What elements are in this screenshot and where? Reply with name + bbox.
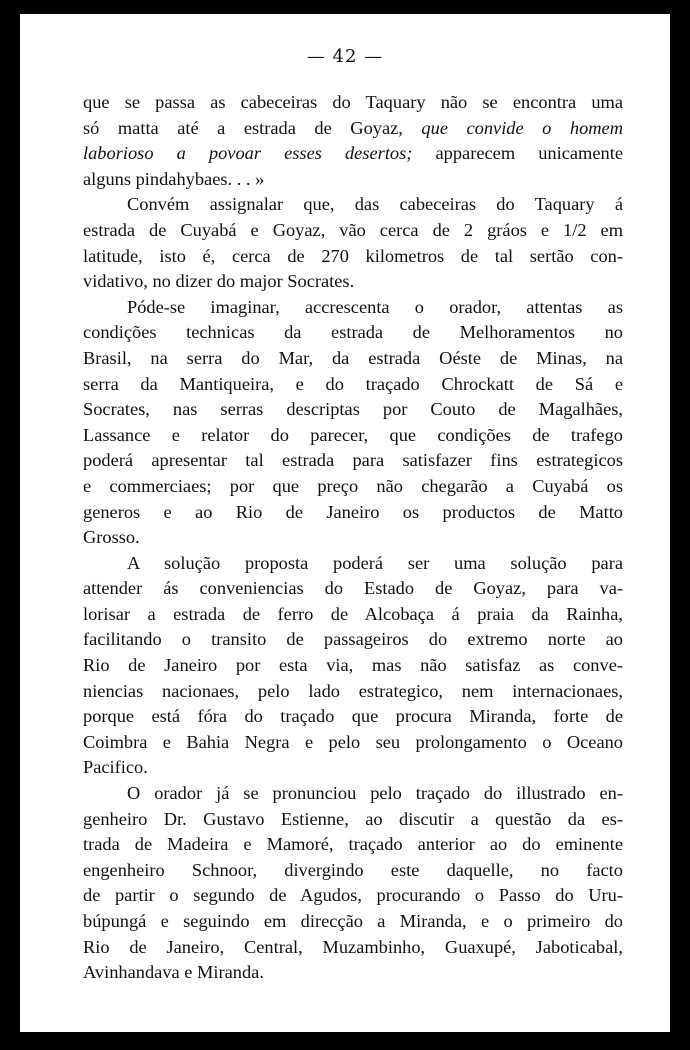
text-line: Avinhandava e Miranda. <box>83 962 264 983</box>
text-line: laborioso a povoar esses desertos; apparecem unicamente <box>83 143 623 164</box>
text-line: serra da Mantiqueira, e do traçado Chrockatt de Sá e <box>83 373 623 394</box>
italic-quote: laborioso a povoar esses desertos; <box>83 143 413 164</box>
page-number: — 42 — <box>306 46 384 67</box>
text-line: Rio de Janeiro, Central, Muzambinho, Guaxupé, Jaboticabal, <box>83 936 623 957</box>
paragraph-2 <box>83 192 623 294</box>
paragraph-4 <box>83 551 623 781</box>
text-line: só matta até a estrada de Goyaz, que convide o homem <box>83 117 624 138</box>
text-line: Socrates, nas serras descriptas por Couto de Magalhães, <box>83 399 623 420</box>
text-line: Póde-se imaginar, accrescenta o orador, attentas as <box>127 296 623 317</box>
paragraph-3 <box>83 295 623 551</box>
text-line: e commerciaes; por que preço não chegarão a Cuyabá os <box>83 475 623 496</box>
text-line: estrada de Cuyabá e Goyaz, vão cerca de 2 gráos e 1/2 em <box>83 219 623 240</box>
text-line: engenheiro Schnoor, divergindo este daquelle, no facto <box>83 859 623 880</box>
text-line: A solução proposta poderá ser uma solução para <box>127 552 623 573</box>
text-line: lorisar a estrada de ferro de Alcobaça á praia da Rainha, <box>83 603 623 624</box>
text-line: genheiro Dr. Gustavo Estienne, ao discutir a questão da es- <box>83 808 623 829</box>
paragraph-5 <box>83 781 623 986</box>
text-line: Rio de Janeiro por esta via, mas não satisfaz as conve- <box>83 655 623 676</box>
text-line: vidativo, no dizer do major Socrates. <box>83 271 355 292</box>
text-line: facilitando o transito de passageiros do extremo norte ao <box>83 629 623 650</box>
text-line: niencias nacionaes, pelo lado estrategico, nem internacionaes, <box>83 680 623 701</box>
text-line: poderá apresentar tal estrada para satisfazer fins estrategicos <box>83 450 623 471</box>
text-line: búpungá e seguindo em direcção a Miranda, e o primeiro do <box>83 911 623 931</box>
text-line: Brasil, na serra do Mar, da estrada Oéste de Minas, na <box>83 347 623 368</box>
text-line: de partir o segundo de Agudos, procurando o Passo do Uru- <box>83 885 623 906</box>
text-line: Grosso. <box>83 527 140 548</box>
text-line: O orador já se pronunciou pelo traçado do illustrado en- <box>127 783 623 804</box>
text-line: trada de Madeira e Mamoré, traçado anterior ao do eminente <box>83 834 623 855</box>
text-line: generos e ao Rio de Janeiro os productos de Matto <box>83 501 623 522</box>
text-line: condições technicas da estrada de Melhoramentos no <box>83 322 623 343</box>
text-line: Lassance e relator do parecer, que condições de trafego <box>83 424 623 445</box>
text-line: latitude, isto é, cerca de 270 kilometros de tal sertão con- <box>83 245 623 266</box>
book-page <box>20 14 670 1032</box>
italic-quote: que convide o homem <box>421 117 624 138</box>
text-line: Convém assignalar que, das cabeceiras do Taquary á <box>127 194 623 215</box>
text-line: porque está fóra do traçado que procura Miranda, forte de <box>83 706 623 727</box>
body-text <box>83 90 623 986</box>
paragraph-1 <box>83 90 623 192</box>
text-line: attender ás conveniencias do Estado de Goyaz, para va- <box>83 578 623 599</box>
text-line: que se passa as cabeceiras do Taquary não se encontra uma <box>83 92 623 112</box>
text-line: Coimbra e Bahia Negra e pelo seu prolongamento o Oceano <box>83 731 623 752</box>
text-line: Pacifico. <box>83 757 148 778</box>
text-line: alguns pindahybaes. . . » <box>83 168 265 189</box>
